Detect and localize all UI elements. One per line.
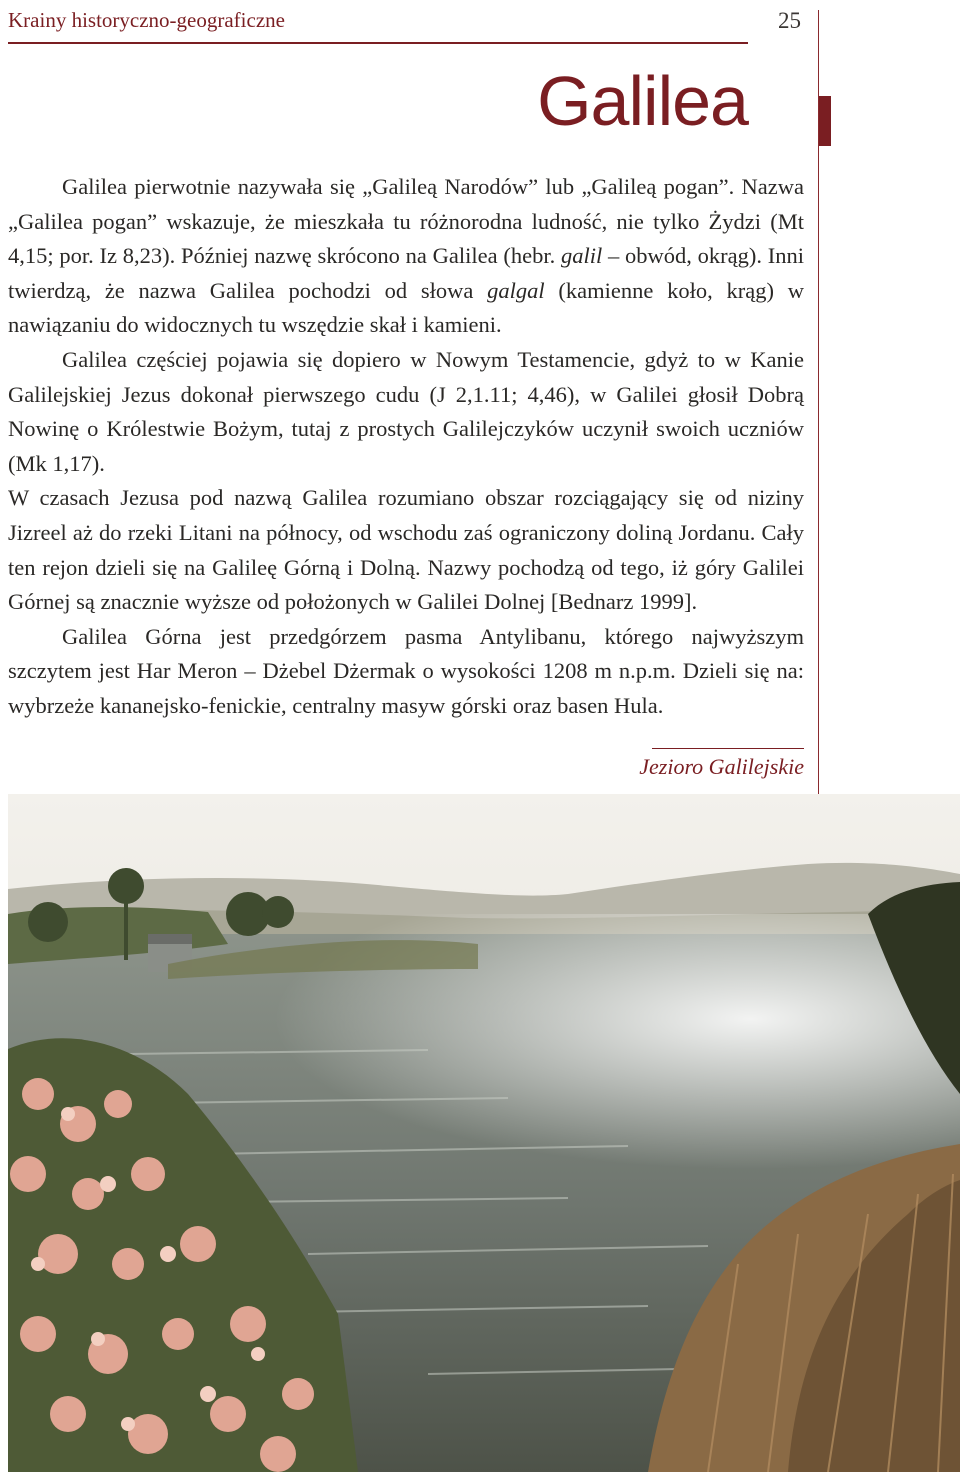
page-number: 25: [778, 8, 801, 33]
term-galgal: galgal: [487, 277, 545, 303]
paragraph-1-part: Galilea pierwotnie nazywała się „Galileą Narodów” lub „Galileą pogan”. Nazwa „Galilea pogan” wskazuje, że mieszkała tu różnorodna ludność, nie tylko Żydzi (Mt 4,15; por. Iz 8,23). Później nazwę skrócono na Galilea (hebr.: [8, 174, 804, 269]
chapter-tab: [819, 96, 831, 146]
term-galil: galil: [561, 243, 603, 269]
body-text: [8, 170, 804, 724]
paragraph-4-text: Galilea Górna jest przedgórzem pasma Antylibanu, którego najwyższym szczytem jest Har Meron – Dżebel Dżermak o wysokości 1208 m n.p.m. Dzieli się na: wybrzeże kananejsko-fenickie, centralny masyw górski oraz basen Hula.: [8, 623, 804, 718]
paragraph-1-part: – obwód, okrąg). Inni twierdzą, że nazwa Galilea pochodzi od słowa: [8, 243, 804, 303]
paragraph-4: [8, 620, 804, 724]
photo-caption: Jezioro Galilejskie: [639, 754, 804, 779]
chapter-title: Galilea: [537, 62, 748, 140]
paragraph-2: [8, 343, 804, 481]
caption-rule: [652, 748, 804, 749]
paragraph-2-text: Galilea częściej pojawia się dopiero w Nowym Testamencie, gdyż to w Kanie Galilejskiej Jezus dokonał pierwszego cudu (J 2,1.11; 4,46), w Galilei głosił Dobrą Nowinę o Królestwie Bożym, tutaj z prostych Galilejczyków uczynił swoich uczniów (Mk 1,17).: [8, 346, 804, 476]
paragraph-1-part: (kamienne koło, krąg) w nawiązaniu do widocznych tu wszędzie skał i kamieni.: [8, 277, 804, 338]
paragraph-1: [8, 170, 804, 343]
running-header: Krainy historyczno-geograficzne: [8, 8, 285, 32]
lake-photo: [8, 794, 960, 1472]
header-rule: [8, 42, 748, 44]
lake-photo-illustration: [8, 794, 960, 1472]
paragraph-3: [8, 481, 804, 619]
paragraph-3-text: W czasach Jezusa pod nazwą Galilea rozumiano obszar rozciągający się od niziny Jizreel aż do rzeki Litani na północy, od wschodu zaś ograniczony doliną Jordanu. Cały ten rejon dzieli się na Galileę Górną i Dolną. Nazwy pochodzą od tego, iż góry Galilei Górnej są znacznie wyższe od położonych w Galilei Dolnej [Bednarz 1999].: [8, 485, 804, 615]
